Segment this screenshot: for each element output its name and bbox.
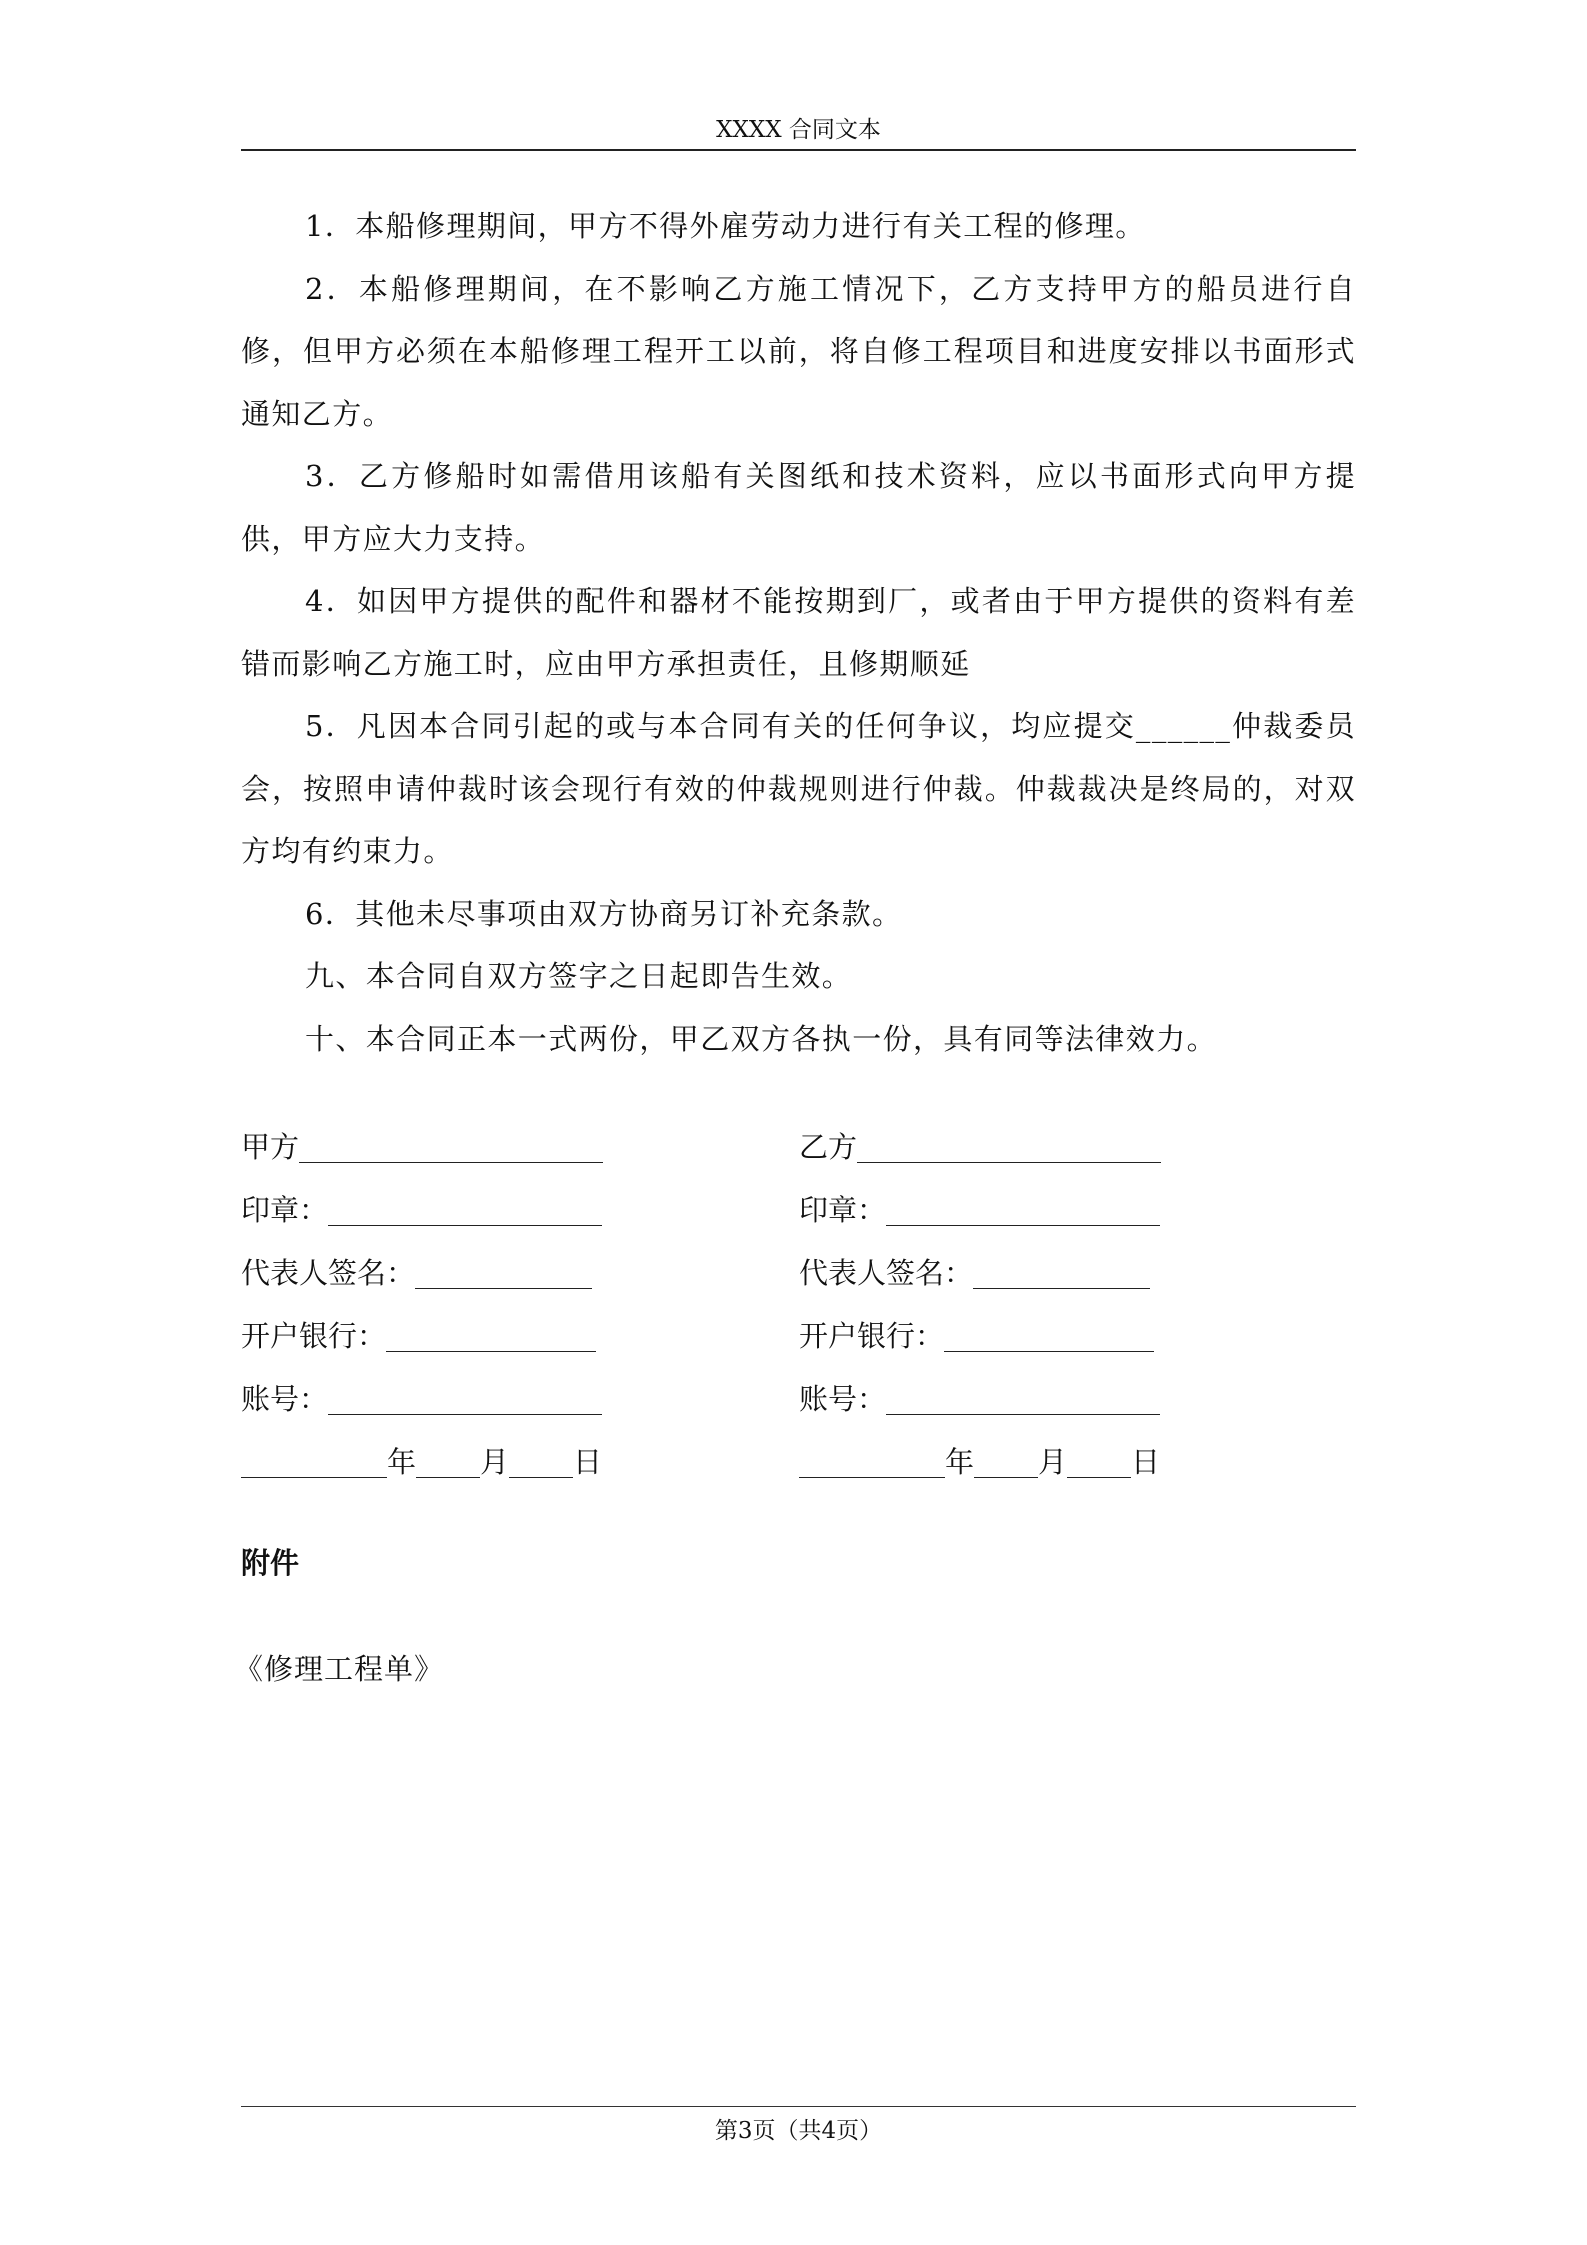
party-a-day-label: 日	[573, 1445, 603, 1479]
party-b-bank-label: 开户银行：	[799, 1319, 945, 1353]
party-a-representative-field	[241, 1242, 592, 1305]
party-a-year-blank	[241, 1455, 387, 1478]
party-a-seal-blank	[328, 1203, 602, 1226]
attachment-item: 《修理工程单》	[234, 1652, 445, 1686]
party-a-bank-blank	[386, 1329, 596, 1352]
page-header: XXXX 合同文本	[241, 111, 1356, 151]
party-a-bank-field	[241, 1305, 596, 1368]
party-b-month-label: 月	[1038, 1445, 1068, 1479]
party-b-label: 乙方	[799, 1130, 858, 1164]
party-a-representative-label: 代表人签名：	[241, 1256, 416, 1290]
signature-section	[241, 1116, 1356, 1494]
party-b-representative-field	[799, 1242, 1150, 1305]
party-a-representative-blank	[415, 1266, 592, 1289]
clause-5: 5．凡因本合同引起的或与本合同有关的任何争议，均应提交______仲裁委员会，按照申请仲裁时该会现行有效的仲裁规则进行仲裁。仲裁裁决是终局的，对双方均有约束力。	[241, 709, 1356, 868]
seal-row	[241, 1179, 1356, 1242]
party-b-field	[799, 1116, 1161, 1179]
clause-1: 1．本船修理期间，甲方不得外雇劳动力进行有关工程的修理。	[305, 209, 1146, 243]
clause-6: 6．其他未尽事项由双方协商另订补充条款。	[305, 896, 903, 931]
representative-row	[241, 1242, 1356, 1305]
party-b-account-field	[799, 1368, 1160, 1431]
party-a-field	[241, 1116, 603, 1179]
party-b-year-label: 年	[945, 1445, 975, 1479]
party-a-seal-field	[241, 1179, 602, 1242]
party-b-account-blank	[886, 1392, 1160, 1415]
party-b-seal-field	[799, 1179, 1160, 1242]
article-10: 十、本合同正本一式两份，甲乙双方各执一份，具有同等法律效力。	[305, 1021, 1218, 1056]
party-a-seal-label: 印章：	[241, 1193, 329, 1227]
party-a-year-label: 年	[387, 1445, 417, 1479]
party-row	[241, 1116, 1356, 1179]
contract-clauses	[241, 195, 1356, 1070]
party-b-representative-label: 代表人签名：	[799, 1256, 974, 1290]
party-a-account-field	[241, 1368, 602, 1431]
party-b-date-field	[799, 1431, 1160, 1494]
page-number: 第3页（共4页）	[714, 2118, 883, 2144]
party-b-day-label: 日	[1131, 1445, 1161, 1479]
date-row	[241, 1431, 1356, 1494]
party-b-seal-label: 印章：	[799, 1193, 887, 1227]
party-a-date-field	[241, 1431, 602, 1494]
clause-4: 4．如因甲方提供的配件和器材不能按期到厂，或者由于甲方提供的资料有差错而影响乙方施工时，应由甲方承担责任，且修期顺延	[241, 584, 1356, 681]
party-a-blank	[299, 1140, 603, 1163]
party-b-bank-blank	[944, 1329, 1154, 1352]
party-a-bank-label: 开户银行：	[241, 1319, 387, 1353]
party-b-day-blank	[1067, 1455, 1131, 1478]
party-b-month-blank	[974, 1455, 1038, 1478]
clause-2: 2．本船修理期间，在不影响乙方施工情况下，乙方支持甲方的船员进行自修，但甲方必须在本船修理工程开工以前，将自修工程项目和进度安排以书面形式通知乙方。	[241, 271, 1356, 431]
party-b-seal-blank	[886, 1203, 1160, 1226]
party-b-blank	[857, 1140, 1161, 1163]
bank-row	[241, 1305, 1356, 1368]
footer-divider	[241, 2106, 1356, 2107]
party-a-month-label: 月	[480, 1445, 510, 1479]
clause-3: 3．乙方修船时如需借用该船有关图纸和技术资料，应以书面形式向甲方提供，甲方应大力支持。	[241, 459, 1356, 556]
party-b-bank-field	[799, 1305, 1154, 1368]
party-a-month-blank	[416, 1455, 480, 1478]
party-a-account-blank	[328, 1392, 602, 1415]
party-a-day-blank	[509, 1455, 573, 1478]
party-a-account-label: 账号：	[241, 1382, 329, 1416]
account-row	[241, 1368, 1356, 1431]
attachment-title: 附件	[241, 1546, 300, 1580]
party-b-representative-blank	[973, 1266, 1150, 1289]
party-a-label: 甲方	[241, 1130, 300, 1164]
article-9: 九、本合同自双方签字之日起即告生效。	[305, 959, 853, 993]
party-b-account-label: 账号：	[799, 1382, 887, 1416]
party-b-year-blank	[799, 1455, 945, 1478]
